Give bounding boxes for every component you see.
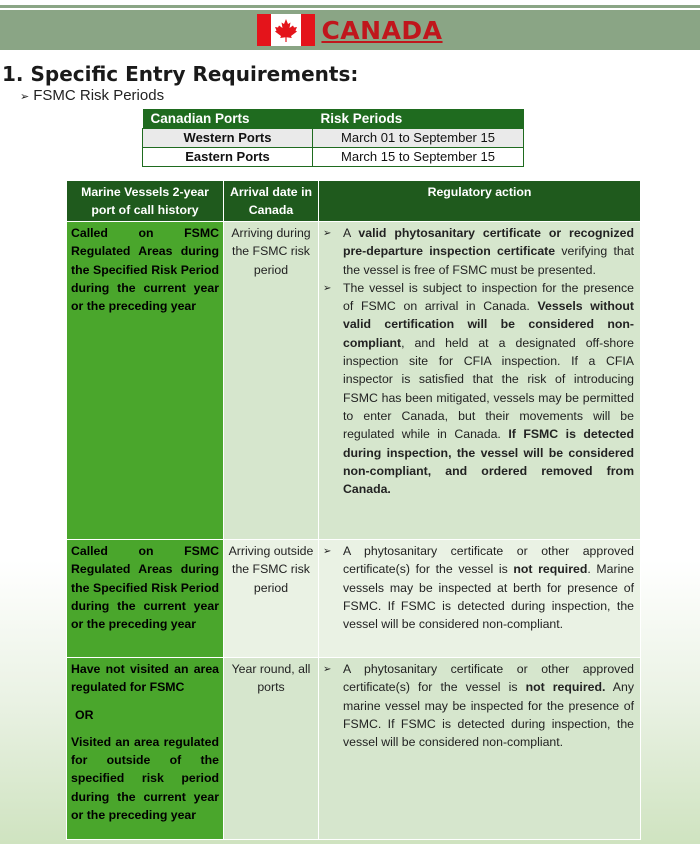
table-row	[143, 147, 524, 166]
risk-periods-bullet: ➢ FSMC Risk Periods	[20, 87, 165, 104]
port-name: Western Ports	[143, 128, 313, 147]
regulatory-table-header	[67, 181, 641, 222]
port-history-cell: Called on FSMC Regulated Areas during the Specified Risk Period during the current year or the preceding year	[67, 222, 224, 540]
arrival-cell: Arriving outside the FSMC risk period	[224, 540, 319, 658]
action-bullet: ➢ A phytosanitary certificate or other approved certificate(s) for the vessel is not required. Any marine vessel may be inspected for the presence of FSMC. If FSMC is detected during inspection, the vessel will be considered non-compliant.	[323, 660, 634, 751]
country-title: CANADA	[321, 15, 443, 45]
port-name: Eastern Ports	[143, 147, 313, 166]
regulatory-table	[66, 180, 641, 840]
arrow-bullet-icon: ➢	[323, 228, 332, 239]
table-row	[67, 222, 641, 540]
action-bullet: ➢ A phytosanitary certificate or other approved certificate(s) for the vessel is not required. Marine vessels may be inspected at berth for presence of FSMC. If FSMC is detected during inspection, the vessel will be considered non-compliant.	[323, 542, 634, 633]
top-divider	[0, 5, 700, 8]
section-heading: 1. Specific Entry Requirements:	[2, 62, 359, 86]
col-canadian-ports: Canadian Ports	[143, 109, 313, 128]
arrow-bullet-icon: ➢	[20, 91, 30, 103]
risk-period: March 15 to September 15	[313, 147, 524, 166]
col-port-history: Marine Vessels 2-year port of call history	[67, 181, 224, 222]
country-banner	[0, 10, 700, 50]
table-row	[67, 658, 641, 840]
arrow-bullet-icon: ➢	[323, 664, 332, 675]
table-row	[143, 128, 524, 147]
canada-flag-icon	[257, 14, 315, 46]
arrival-cell: Year round, all ports	[224, 658, 319, 840]
action-cell	[319, 540, 641, 658]
table-row	[67, 540, 641, 658]
col-regulatory-action: Regulatory action	[319, 181, 641, 222]
action-bullet: ➢ The vessel is subject to inspection for the presence of FSMC on arrival in Canada. Vessels without valid certification will be considered non-compliant, and held at a designated off-shore inspection site for CFIA inspection. If a CFIA inspector is satisfied that the risk of introducing FSMC has been mitigated, vessels may be permitted to enter Canada, but their movements will be regulated while in Canada. If FSMC is detected during inspection, the vessel will be considered non-compliant, and ordered removed from Canada.	[323, 279, 634, 499]
action-bullet: ➢ A valid phytosanitary certificate or recognized pre-departure inspection certificate verifying that the vessel is free of FSMC must be presented.	[323, 224, 634, 279]
col-risk-periods: Risk Periods	[313, 109, 524, 128]
risk-period: March 01 to September 15	[313, 128, 524, 147]
arrow-bullet-icon: ➢	[323, 546, 332, 557]
action-cell	[319, 222, 641, 540]
arrow-bullet-icon: ➢	[323, 282, 332, 294]
col-arrival-date: Arrival date in Canada	[224, 181, 319, 222]
risk-table-header	[143, 109, 524, 128]
action-cell	[319, 658, 641, 840]
port-history-cell: Called on FSMC Regulated Areas during the Specified Risk Period during the current year or the preceding year	[67, 540, 224, 658]
port-history-cell: Have not visited an area regulated for FSMC OR Visited an area regulated for outside of the specified risk period during the current year or the preceding year	[67, 658, 224, 840]
risk-periods-table	[142, 109, 524, 167]
arrival-cell: Arriving during the FSMC risk period	[224, 222, 319, 540]
